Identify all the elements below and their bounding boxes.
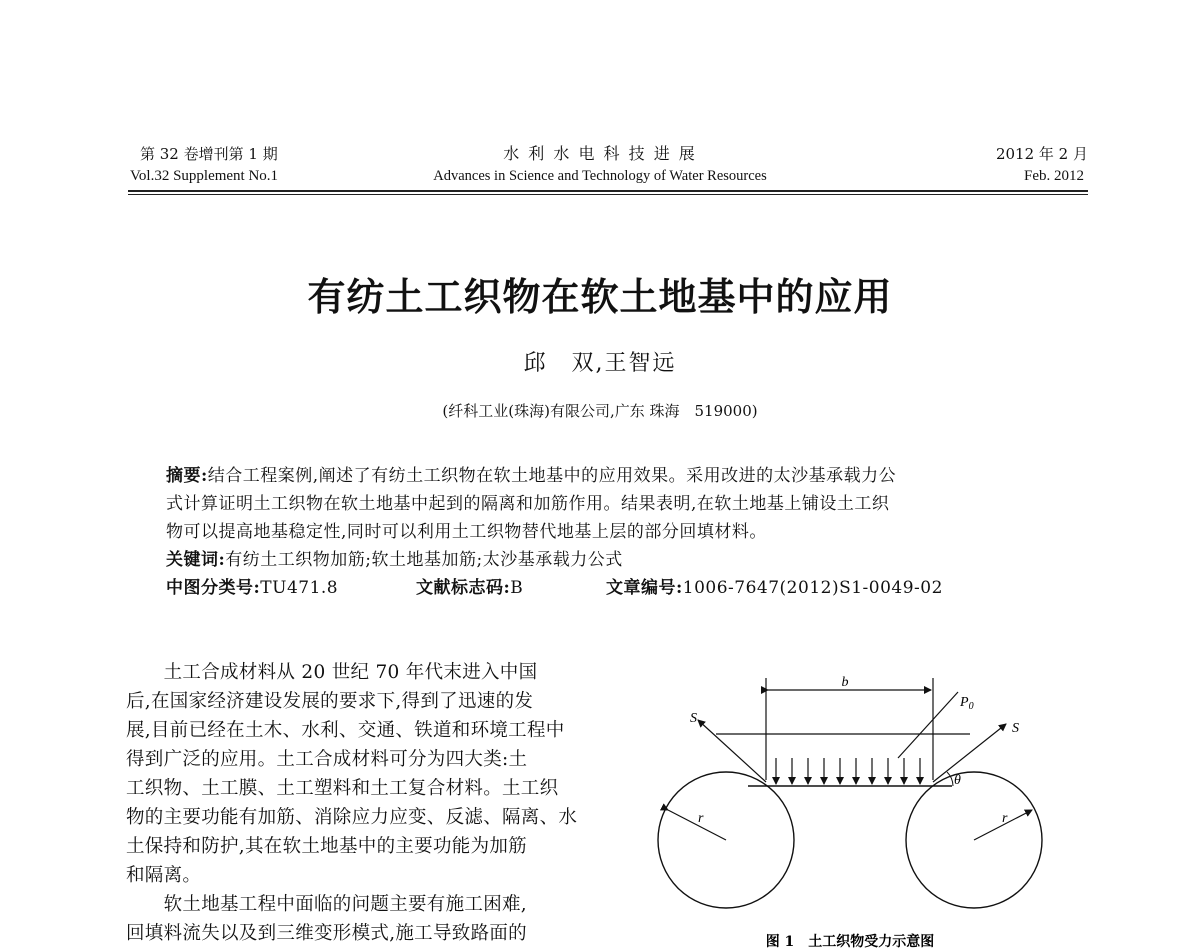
body-line: 软土地基工程中面临的问题主要有施工困难,	[126, 894, 527, 915]
body-line: 展,目前已经在土木、水利、交通、铁道和环境工程中	[126, 720, 565, 741]
label-b: b	[841, 675, 849, 690]
p0-leader-line	[898, 692, 958, 758]
label-r-left: r	[698, 811, 704, 826]
body-line: 得到广泛的应用。土工合成材料可分为四大类:土	[126, 749, 528, 770]
figure-geotextile-force-diagram	[640, 660, 1080, 952]
distributed-load-arrows	[776, 758, 920, 784]
label-s-right: S	[1012, 721, 1019, 736]
journal-name-cn: 水 利 水 电 科 技 进 展	[503, 144, 697, 163]
body-line: 物的主要功能有加筋、消除应力应变、反滤、隔离、水	[126, 807, 578, 828]
clc-label: 中图分类号:	[166, 578, 261, 598]
doc-code-label: 文献标志码:	[416, 578, 511, 598]
body-line: 土保持和防护,其在软土地基中的主要功能为加筋	[126, 836, 527, 857]
label-theta: θ	[954, 773, 961, 788]
theta-arc	[947, 772, 953, 786]
body-line: 和隔离。	[126, 865, 202, 886]
issue-date-cn: 2012 年 2 月	[995, 145, 1088, 163]
abstract-label: 摘要:	[166, 466, 208, 486]
article-title: 有纺土工织物在软土地基中的应用	[307, 274, 893, 319]
abstract-line-1: 摘要:结合工程案例,阐述了有纺土工织物在软土地基中的应用效果。采用改进的太沙基承载力公	[166, 466, 897, 486]
body-line: 回填料流失以及到三维变形模式,施工导致路面的	[126, 923, 527, 944]
doc-code-value: B	[510, 578, 524, 598]
body-line: 工织物、土工膜、土工塑料和土工复合材料。土工织	[126, 778, 559, 799]
keywords-value: 有纺土工织物加筋;软土地基加筋;太沙基承载力公式	[225, 550, 623, 570]
keywords-line	[166, 546, 623, 574]
label-r-right: r	[1002, 811, 1008, 826]
abstract-line-3: 物可以提高地基稳定性,同时可以利用土工织物替代地基上层的部分回填材料。	[166, 522, 767, 542]
keywords-label: 关键词:	[166, 550, 226, 570]
label-p0: $P_0$	[960, 695, 974, 712]
figure-caption: 图 1 土工织物受力示意图	[765, 934, 935, 950]
journal-volume-en: Vol.32 Supplement No.1	[130, 168, 279, 184]
document-code-line	[416, 574, 523, 602]
abstract-line-2: 式计算证明土工织物在软土地基中起到的隔离和加筋作用。结果表明,在软土地基上铺设土工织	[166, 494, 890, 514]
tension-arrow-right	[933, 724, 1006, 782]
article-no-value: 1006-7647(2012)S1-0049-02	[682, 578, 943, 598]
header-rule-thin	[128, 194, 1088, 195]
clc-value: TU471.8	[260, 578, 339, 598]
body-line: 土工合成材料从 20 世纪 70 年代末进入中国	[126, 662, 538, 683]
article-no-label: 文章编号:	[606, 578, 683, 598]
article-affiliation: (纤科工业(珠海)有限公司,广东 珠海 519000)	[442, 402, 758, 420]
header-rule-thick	[128, 190, 1088, 192]
article-authors: 邱 双,王智远	[523, 351, 677, 376]
classification-line	[166, 574, 338, 602]
journal-name-en: Advances in Science and Technology of Water Resources	[433, 168, 767, 184]
radius-arrow-left	[668, 810, 726, 840]
label-s-left: S	[690, 711, 697, 726]
issue-date-en: Feb. 2012	[1024, 168, 1084, 184]
body-line: 后,在国家经济建设发展的要求下,得到了迅速的发	[126, 691, 534, 712]
journal-volume-cn: 第 32 卷增刊第 1 期	[140, 145, 278, 163]
article-number-line	[606, 574, 943, 602]
